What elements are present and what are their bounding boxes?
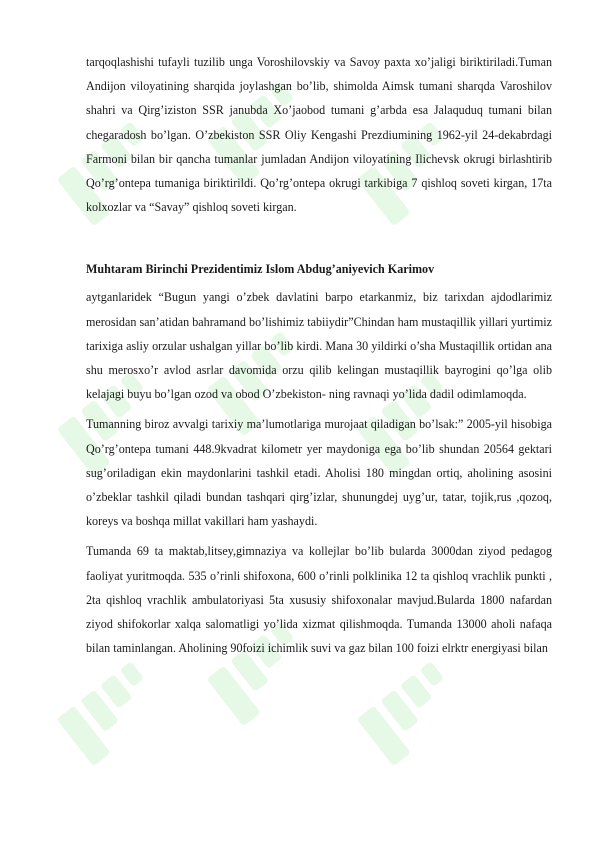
watermark-shape: [400, 674, 433, 709]
paragraph-2: aytganlaridek “Bugun yangi o’zbek davlatini barpo etarkanmiz, biz tarixdan ajdodlarimiz merosidan san’atidan bahramand bo’lishimiz tabiiydir”Chindan ham mustaqillik yillari yurtimiz tarixiga asliy orzular ushalgan yillar bo’lib kirdi. Mana 30 yildirki o’sha Mustaqillik ortidan ana shu merosxo’r avlod asrlar davomida orzu qilib kelingan mustaqillik bayrogini qo’lga olib kelajagi buyu bo’lgan ozod va obod O’zbekiston- ning ravnaqi yo’lida dadil odimlamoqda.: [86, 290, 552, 402]
paragraph-4: Tumanda 69 ta maktab,litsey,gimnaziya va kollejlar bo’lib bularda 3000dan ziyod pedagog faoliyat yuritmoqda. 535 o’rinli shifoxona, 600 o’rinli polklinika 12 ta qishloq vrachlik punkti , 2ta qishloq vrachlik ambulatoriyasi 5ta xususiy shifoxonalar mavjud.Bularda 1800 nafardan ziyod shifokorlar xalqa salomatligi yo’lida xizmat qilishmoqda. Tumanda 13000 aholi nafaqa bilan taminlangan. Aholining 90foizi ichimlik suvi va gaz bilan 100 foizi elrktr energiyasi bilan: [86, 544, 552, 656]
watermark-shape: [420, 661, 445, 687]
watermark-logo-9: [357, 661, 468, 766]
paragraph-1: tarqoqlashishi tufayli tuzilib unga Voroshilovskiy va Savoy paxta xo’jaligi biriktiriladi.Tuman Andijon viloyatining sharqida joylashgan bo’lib, shimolda Aimsk tumani sharqda Varoshilov shahri va Qirg’iziston SSR janubda Xo’jaobod tumani g’arbda esa Jalaquduq tumani bilan chegaradosh bo’lgan. O’zbekiston SSR Oliy Kengashi Prezdiumining 1962-yil 24-dekabrdagi Farmoni bilan bir qancha tumanlar jumladan Andijon viloyatining Ilichevsk okrugi birlashtirib Qo’rg’ontepa tumaniga biriktirildi. Qo’rg’ontepa okrugi tarkibiga 7 qishloq soveti kirgan, 17ta kolxozlar va “Savay” qishloq soveti kirgan.: [86, 55, 552, 215]
watermark-shape: [207, 666, 261, 727]
watermark-logo-7: [57, 661, 168, 766]
watermark-shape: [380, 690, 419, 733]
paragraph-3: Tumanning biroz avvalgi tarixiy ma’lumotlariga murojaat qiladigan bo’lsak:” 2005-yil hisobiga Qo’rg’ontepa tumani 448.9kvadrat kilometr yer maydoniga ega bo’lib shundan 20564 gektari sug’oriladigan ekin maydonlarini tashkil etadi. Aholisi 180 mingdan ortiq, aholining asosini o’zbeklar tashkil qiladi bundan tashqari qirg’izlar, shunungdej uyg’ur, tatar, tojik,rus ,qozoq, koreys va boshqa millat vakillari ham yashaydi.: [86, 417, 552, 529]
watermark-shape: [100, 674, 133, 709]
section-heading: Muhtaram Birinchi Prezidentimiz Islom Abdug’aniyevich Karimov: [86, 262, 435, 277]
watermark-shape: [120, 661, 145, 687]
document-body: [86, 50, 552, 660]
watermark-shape: [80, 690, 119, 733]
watermark-shape: [357, 706, 411, 767]
watermark-shape: [57, 706, 111, 767]
